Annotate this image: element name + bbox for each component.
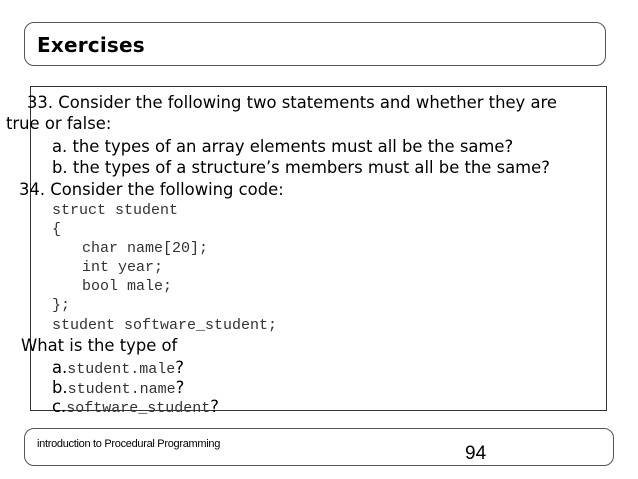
- code-line: bool male;: [55, 278, 173, 295]
- q34-option-b: [52, 378, 184, 399]
- q33-line-2: true or false:: [6, 114, 112, 133]
- page-number: 94: [465, 443, 487, 464]
- code-line: struct student: [52, 202, 179, 219]
- option-suffix: ?: [175, 358, 184, 377]
- code-line: char name[20];: [55, 240, 209, 257]
- option-code: software_student: [66, 400, 211, 417]
- option-code: student.name: [67, 381, 176, 398]
- footer-course-title: introduction to Procedural Programming: [37, 438, 221, 450]
- option-code: student.male: [67, 361, 176, 378]
- code-line: {: [52, 221, 62, 238]
- q33-option-a: a. the types of an array elements must all be the same?: [52, 137, 514, 156]
- q33-line-1: 33. Consider the following two statements and whether they are: [27, 93, 557, 112]
- q34-line-1: 34. Consider the following code:: [19, 180, 284, 199]
- q33-option-b: b. the types of a structure’s members must all be the same?: [52, 158, 550, 177]
- q34-option-c: [52, 397, 219, 418]
- slide-title: Exercises: [37, 33, 145, 57]
- title-box: [24, 22, 606, 66]
- q34-option-a: [52, 358, 184, 379]
- q34-question: What is the type of: [21, 336, 178, 355]
- footer-box: [24, 428, 614, 466]
- option-label: b.: [52, 378, 68, 397]
- code-line: };: [52, 297, 71, 314]
- option-suffix: ?: [210, 397, 219, 416]
- code-line: student software_student;: [52, 317, 278, 334]
- code-line: int year;: [55, 259, 164, 276]
- option-suffix: ?: [175, 378, 185, 397]
- option-label: a.: [52, 358, 68, 377]
- option-label: c.: [52, 397, 67, 416]
